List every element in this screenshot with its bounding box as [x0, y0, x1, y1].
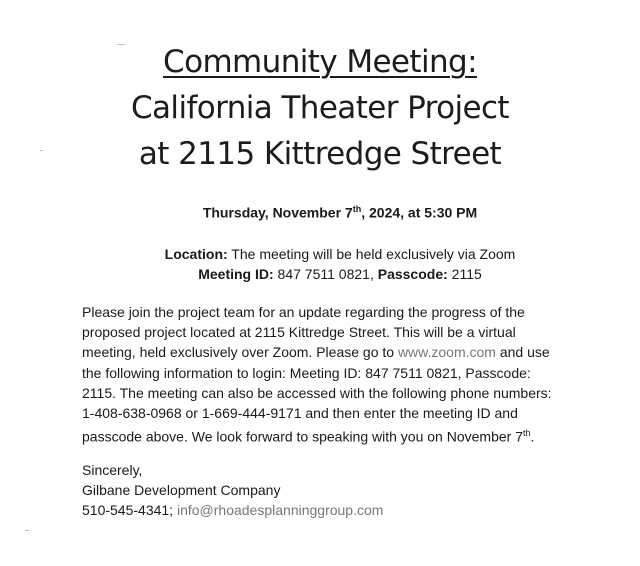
location-line [0, 244, 640, 264]
body-paragraph [82, 302, 560, 447]
title-underlined-text: Community Meeting: [163, 44, 477, 80]
signature-block [82, 460, 482, 520]
meeting-id-label: Meeting ID: [198, 266, 274, 282]
passcode-value: 2115 [447, 266, 482, 282]
body-part-1: Please join the project team for an update regarding the progress of the proposed project located at 2115 Kittredge Street. This will be a virtual meeting, held exclusively over Zoom. Please go to [82, 304, 525, 361]
contact-line [82, 500, 482, 520]
closing: Sincerely, [82, 462, 143, 478]
body-ordinal: th [523, 428, 531, 439]
zoom-link[interactable]: www.zoom.com [397, 344, 496, 361]
body-text [82, 302, 560, 447]
meeting-credentials-line [0, 264, 640, 284]
date-suffix: , 2024, at 5:30 PM [361, 204, 478, 221]
phone-number: 510-545-4341; [82, 502, 177, 518]
scan-speck [40, 150, 43, 151]
title-line-1 [0, 42, 640, 83]
title-line-2: California Theater Project [130, 90, 509, 126]
body-part-2: and use the following information to login: Meeting ID: 847 7511 0821, Passcode: 2115. The meeting can also be accessed with the following phone numbers: 1-408-638-0968 or 1-669-444-9171 and then enter the meeting ID and passcode above. We look forward to speaking with you on November 7 [82, 344, 552, 445]
scan-speck [117, 44, 125, 45]
scan-speck [25, 530, 29, 531]
email-link[interactable]: info@rhoadesplanninggroup.com [176, 502, 384, 518]
title-line-3: at 2115 Kittredge Street [138, 136, 502, 172]
meeting-id-value: 847 7511 0821, [273, 266, 378, 282]
date-prefix: Thursday, November 7 [202, 204, 353, 221]
company-name: Gilbane Development Company [82, 482, 281, 498]
passcode-label: Passcode: [377, 266, 448, 282]
date-ordinal: th [352, 204, 362, 214]
location-text: The meeting will be held exclusively via Zoom [227, 246, 516, 262]
location-label: Location: [164, 246, 228, 262]
location-block [0, 244, 640, 284]
meeting-date [0, 204, 640, 221]
body-end: . [530, 428, 535, 445]
